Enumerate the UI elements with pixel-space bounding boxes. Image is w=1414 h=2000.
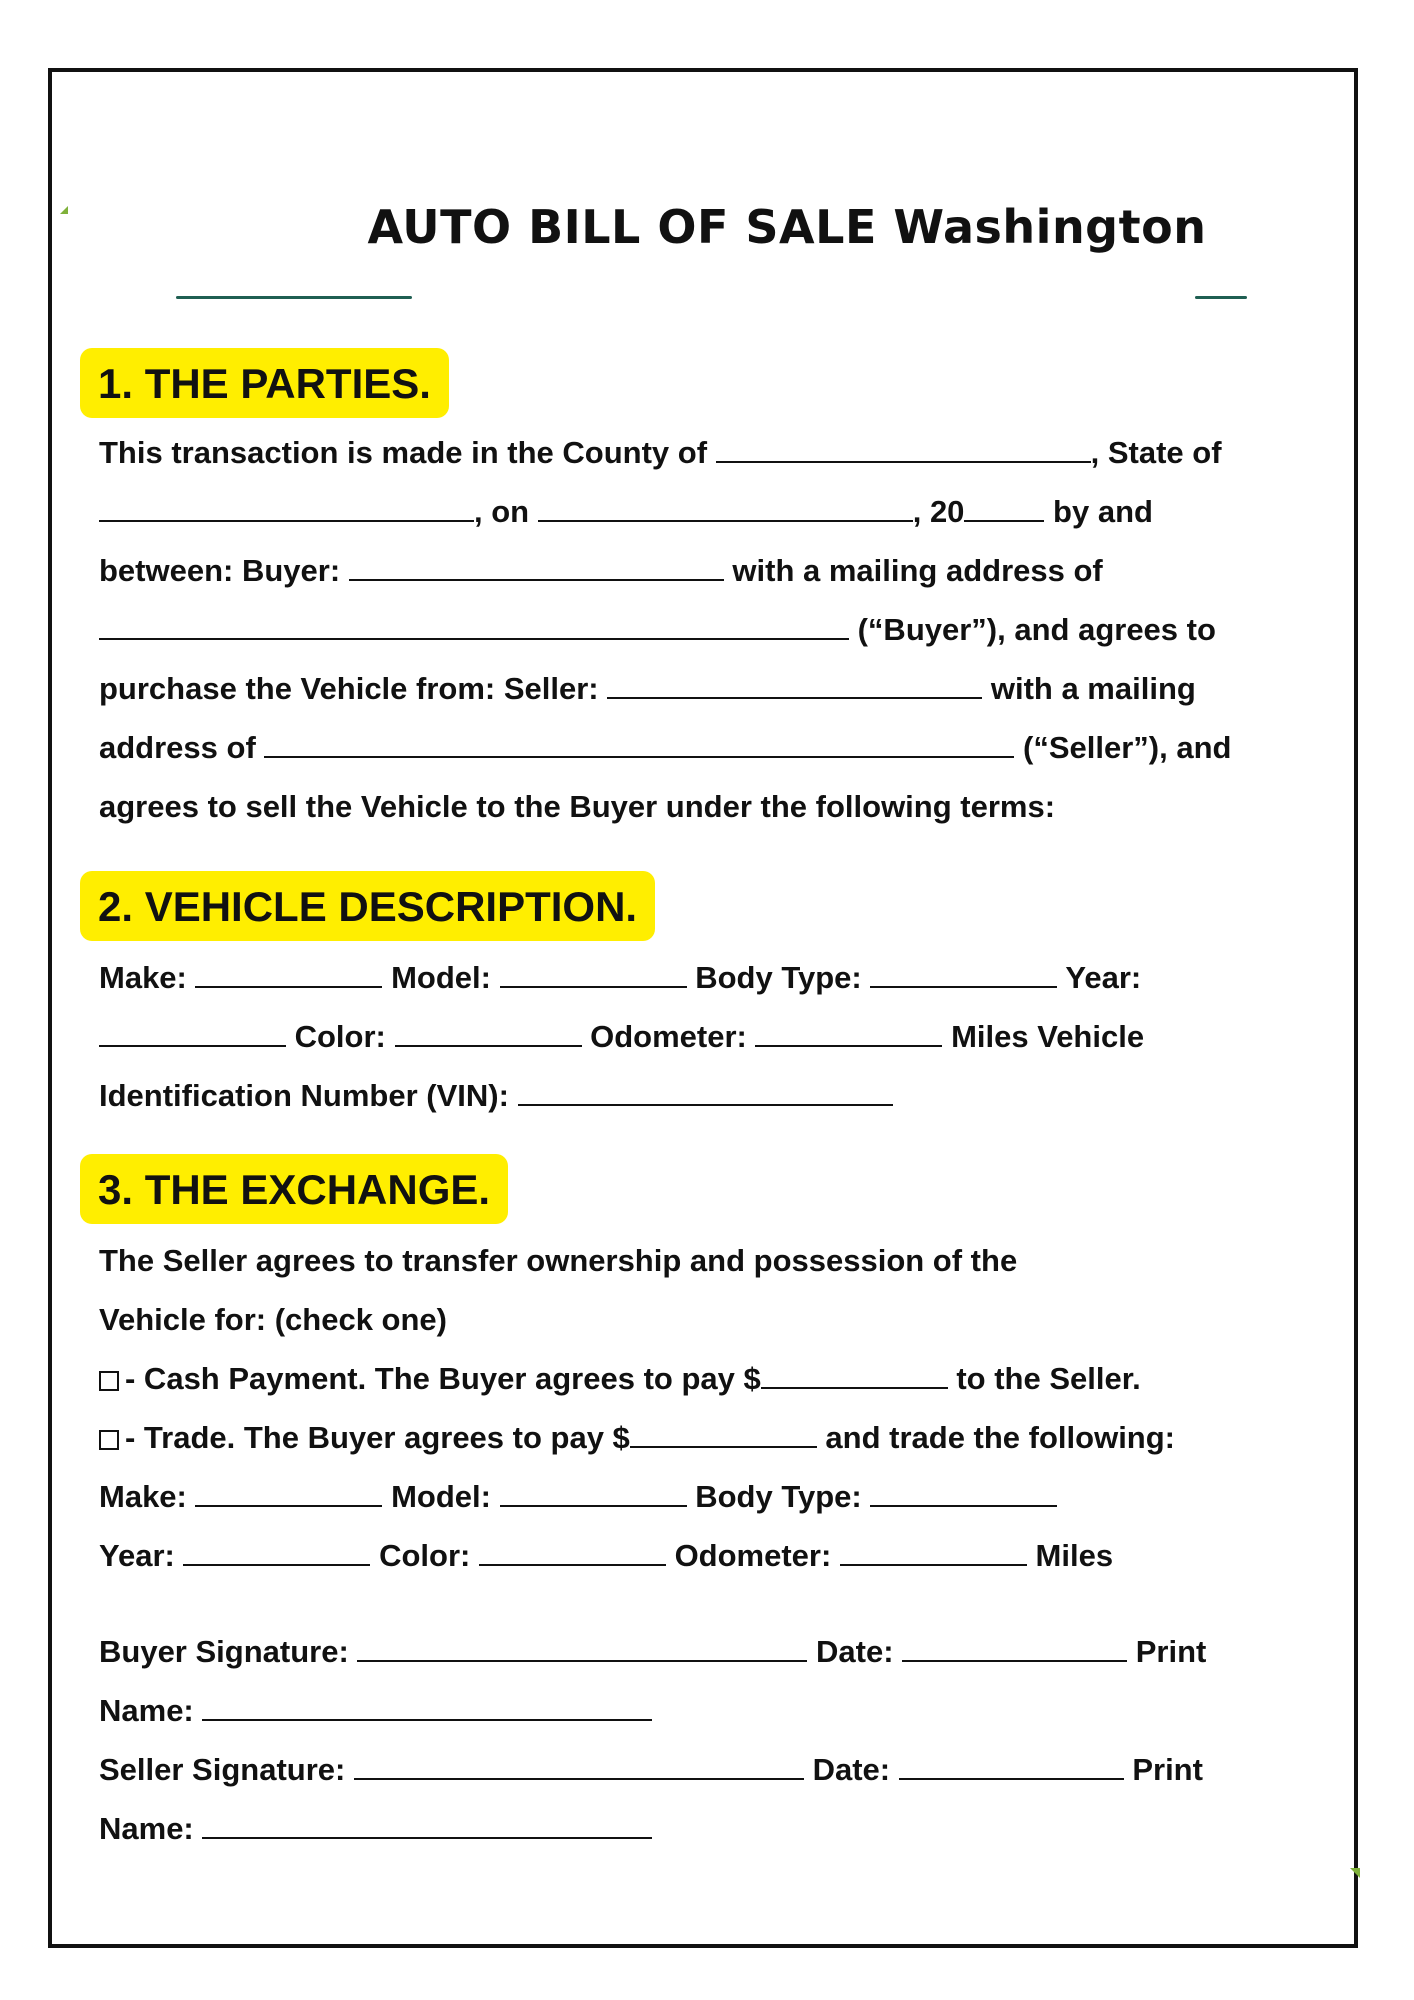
odometer-field[interactable]: [755, 1023, 942, 1047]
trade-checkbox[interactable]: [99, 1430, 119, 1450]
parties-line-1: This transaction is made in the County of , State of: [99, 435, 1222, 470]
cash-checkbox[interactable]: [99, 1371, 119, 1391]
buyer-signature-field[interactable]: [357, 1638, 807, 1662]
buyer-date-field[interactable]: [902, 1638, 1127, 1662]
county-field[interactable]: [716, 439, 1091, 463]
title-underline-right: [1195, 296, 1247, 299]
document-title: AUTO BILL OF SALE Washington: [367, 200, 1207, 254]
cash-option: - Cash Payment. The Buyer agrees to pay $ to the Seller.: [99, 1359, 1141, 1399]
section-heading-exchange: 3. THE EXCHANGE.: [80, 1154, 508, 1224]
vehicle-line-3: Identification Number (VIN):: [99, 1076, 893, 1116]
trade-color-field[interactable]: [479, 1542, 666, 1566]
exchange-line-2: Vehicle for: (check one): [99, 1302, 447, 1337]
year-field[interactable]: [964, 498, 1044, 522]
trade-model-field[interactable]: [500, 1483, 687, 1507]
seller-signature-field[interactable]: [354, 1756, 804, 1780]
color-field[interactable]: [395, 1023, 582, 1047]
title-underline-left: [176, 296, 412, 299]
model-field[interactable]: [500, 964, 687, 988]
parties-line-6: address of (“Seller”), and: [99, 730, 1232, 765]
parties-line-4: (“Buyer”), and agrees to: [99, 610, 1216, 650]
buyer-print-name-line: Name:: [99, 1691, 652, 1731]
seller-date-field[interactable]: [899, 1756, 1124, 1780]
parties-line-2: , on , 20 by and: [99, 492, 1153, 532]
buyer-address-field[interactable]: [99, 616, 849, 640]
trade-make-field[interactable]: [195, 1483, 382, 1507]
exchange-line-1: The Seller agrees to transfer ownership and possession of the: [99, 1243, 1018, 1278]
trade-amount-field[interactable]: [630, 1424, 817, 1448]
section-heading-vehicle: 2. VEHICLE DESCRIPTION.: [80, 871, 655, 941]
state-field[interactable]: [99, 498, 474, 522]
make-field[interactable]: [195, 964, 382, 988]
vehicle-line-1: Make: Model: Body Type: Year:: [99, 960, 1142, 995]
cash-amount-field[interactable]: [761, 1365, 948, 1389]
seller-name-field[interactable]: [607, 675, 982, 699]
buyer-signature-line: Buyer Signature: Date: Print: [99, 1634, 1207, 1669]
trade-vehicle-line-2: Year: Color: Odometer: Miles: [99, 1538, 1114, 1573]
seller-signature-line: Seller Signature: Date: Print: [99, 1752, 1203, 1787]
trade-year-field[interactable]: [183, 1542, 370, 1566]
seller-address-field[interactable]: [264, 734, 1014, 758]
buyer-name-field[interactable]: [349, 557, 724, 581]
date-field[interactable]: [538, 498, 913, 522]
section-heading-parties: 1. THE PARTIES.: [80, 348, 449, 418]
vehicle-line-2: Color: Odometer: Miles Vehicle: [99, 1017, 1144, 1057]
seller-print-name-field[interactable]: [202, 1815, 652, 1839]
trade-vehicle-line-1: Make: Model: Body Type:: [99, 1477, 1057, 1517]
parties-line-3: between: Buyer: with a mailing address of: [99, 553, 1103, 588]
trade-odometer-field[interactable]: [840, 1542, 1027, 1566]
parties-line-7: agrees to sell the Vehicle to the Buyer under the following terms:: [99, 789, 1056, 824]
year-field[interactable]: [99, 1023, 286, 1047]
trade-option: - Trade. The Buyer agrees to pay $ and trade the following:: [99, 1418, 1175, 1458]
vin-field[interactable]: [518, 1082, 893, 1106]
seller-print-name-line: Name:: [99, 1809, 652, 1849]
leaf-decoration-icon: [1350, 1868, 1360, 1878]
buyer-print-name-field[interactable]: [202, 1697, 652, 1721]
parties-line-5: purchase the Vehicle from: Seller: with a mailing: [99, 671, 1196, 706]
trade-body-type-field[interactable]: [870, 1483, 1057, 1507]
body-type-field[interactable]: [870, 964, 1057, 988]
